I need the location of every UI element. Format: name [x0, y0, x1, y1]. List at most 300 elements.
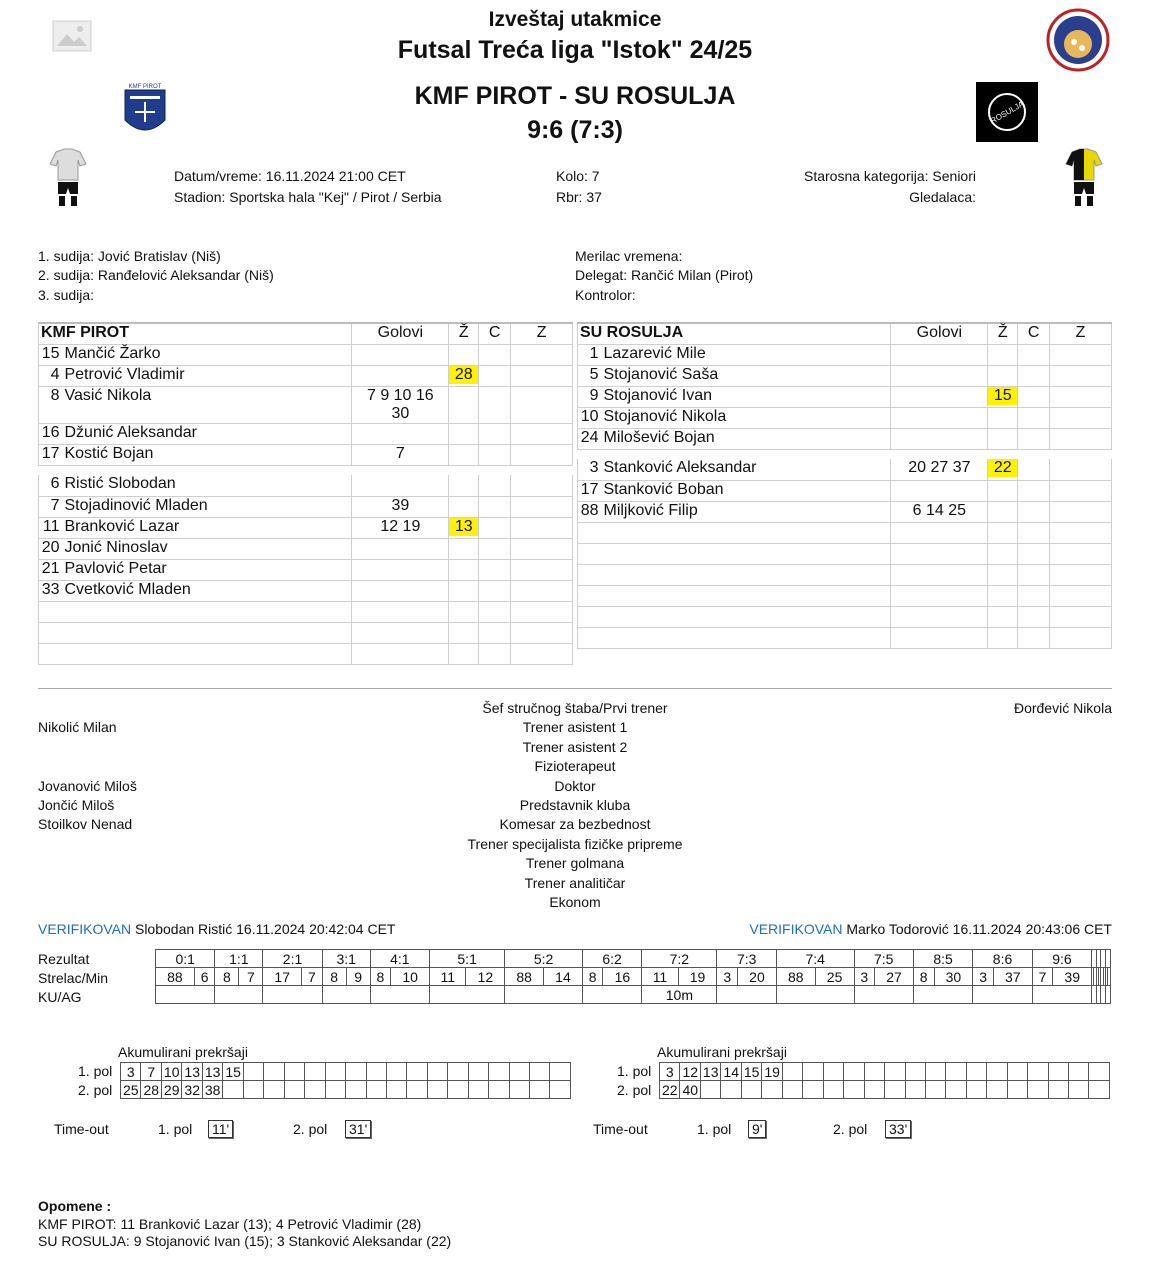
- empty-cell: [479, 622, 511, 643]
- player-z: [511, 423, 573, 444]
- player-z: [511, 475, 573, 496]
- foul-minute: 12: [680, 1063, 700, 1081]
- player-c: [479, 423, 511, 444]
- kuag-cell: [505, 986, 583, 1004]
- away-club-logo: [976, 82, 1038, 142]
- away-verifier: Marko Todorović 16.11.2024 20:43:06 CET: [846, 921, 1112, 937]
- home-verifier: Slobodan Ristić 16.11.2024 20:42:04 CET: [134, 921, 396, 937]
- home-staff-name: Jončić Miloš: [38, 797, 115, 813]
- player-yellow-card: [449, 559, 479, 580]
- player-yellow-card: [449, 423, 479, 444]
- empty-cell: [449, 601, 479, 622]
- empty-cell: [601, 585, 890, 606]
- foul-minute: [448, 1081, 468, 1099]
- home-timeout-h2-value: 31': [345, 1120, 371, 1138]
- player-z: [1050, 386, 1112, 407]
- foul-minute: 13: [700, 1063, 720, 1081]
- player-name: Pavlović Petar: [62, 559, 351, 580]
- empty-cell: [39, 643, 63, 664]
- kuag-cell: [322, 986, 370, 1004]
- foul-minute: [721, 1081, 741, 1099]
- foul-minute: [427, 1081, 447, 1099]
- foul-minute: [1069, 1081, 1089, 1099]
- scorer-minute: 25: [815, 968, 854, 986]
- player-z: [1050, 480, 1112, 501]
- empty-cell: [449, 622, 479, 643]
- col-goals: Golovi: [352, 323, 449, 344]
- score-cell: 7:4: [776, 950, 854, 968]
- score-cell: 8:6: [973, 950, 1032, 968]
- foul-minute: [762, 1081, 782, 1099]
- empty-cell: [988, 585, 1018, 606]
- foul-minute: 28: [141, 1081, 161, 1099]
- spectators: Gledalaca:: [909, 189, 976, 205]
- staff-role: Trener asistent 1: [522, 719, 628, 736]
- report-title: Izveštaj utakmice: [488, 8, 662, 31]
- player-goals: [891, 428, 988, 449]
- foul-minute: [905, 1063, 925, 1081]
- foul-minute: [1048, 1081, 1068, 1099]
- player-c: [1018, 365, 1050, 386]
- empty-cell: [891, 543, 988, 564]
- player-c: [479, 517, 511, 538]
- player-number: 88: [578, 501, 602, 522]
- scorer-number: 88: [776, 968, 815, 986]
- player-row: [39, 580, 573, 601]
- empty-row: [578, 543, 1112, 564]
- away-timeout-h1: [748, 1120, 766, 1138]
- verified-label: VERIFIKOVAN: [749, 921, 843, 937]
- player-c: [479, 580, 511, 601]
- player-goal-minutes: 30: [391, 404, 410, 422]
- player-c: [479, 365, 511, 386]
- player-row: [39, 559, 573, 580]
- empty-cell: [62, 643, 351, 664]
- scorer-minute: 37: [993, 968, 1032, 986]
- empty-cell: [1018, 627, 1050, 648]
- foul-minute: [468, 1081, 488, 1099]
- player-name: Mančić Žarko: [62, 344, 351, 365]
- player-number: 9: [578, 386, 602, 407]
- player-goals: [352, 423, 449, 444]
- empty-cell: [578, 585, 602, 606]
- home-lineup-table: [38, 322, 573, 665]
- player-number: 17: [39, 444, 63, 465]
- foul-minute: [844, 1081, 864, 1099]
- match-datetime: Datum/vreme: 16.11.2024 21:00 CET: [174, 168, 406, 184]
- foul-minute: 3: [121, 1063, 141, 1081]
- empty-cell: [1018, 522, 1050, 543]
- foul-minute: [509, 1063, 529, 1081]
- kuag-cell: [370, 986, 429, 1004]
- col-z: Z: [511, 323, 573, 344]
- player-name: Branković Lazar: [62, 517, 351, 538]
- player-name: Petrović Vladimir: [62, 365, 351, 386]
- empty-cell: [578, 627, 602, 648]
- controller: Kontrolor:: [575, 287, 636, 303]
- match-round: Kolo: 7: [556, 168, 600, 184]
- foul-minute: 38: [202, 1081, 222, 1099]
- foul-minute: [223, 1081, 243, 1099]
- player-name: Miljković Filip: [601, 501, 890, 522]
- player-name: Jonić Ninoslav: [62, 538, 351, 559]
- kuag-cell: [776, 986, 854, 1004]
- player-number: 20: [39, 538, 63, 559]
- player-c: [1018, 344, 1050, 365]
- player-yellow-card: [449, 517, 479, 538]
- player-yellow-card: [449, 496, 479, 517]
- player-number: 3: [578, 459, 602, 480]
- foul-minute: [925, 1081, 945, 1099]
- empty-cell: [601, 543, 890, 564]
- empty-cell: [891, 627, 988, 648]
- foul-minute: [386, 1063, 406, 1081]
- player-number: 10: [578, 407, 602, 428]
- player-row: [39, 365, 573, 386]
- foul-minute: [823, 1063, 843, 1081]
- foul-minute: [346, 1063, 366, 1081]
- empty-cell: [988, 564, 1018, 585]
- empty-cell: [578, 543, 602, 564]
- delegate: Delegat: Rančić Milan (Pirot): [575, 267, 754, 283]
- home-timeout-h1: [208, 1120, 233, 1138]
- away-fouls-title: Akumulirani prekršaji: [657, 1044, 787, 1060]
- image-placeholder-icon: [52, 20, 92, 52]
- foul-minute: [305, 1063, 325, 1081]
- player-name: Stanković Boban: [601, 480, 890, 501]
- empty-row: [39, 643, 573, 664]
- home-fouls-title: Akumulirani prekršaji: [118, 1044, 248, 1060]
- foul-minute: 22: [660, 1081, 680, 1099]
- away-fouls-h2-label: 2. pol: [617, 1082, 652, 1098]
- kuag-cell: [1032, 986, 1091, 1004]
- yellow-card-minute: 15: [988, 387, 1017, 405]
- kuag-cell: [717, 986, 776, 1004]
- home-timeout-label: Time-out: [54, 1121, 109, 1137]
- foul-minute: [243, 1081, 263, 1099]
- score-cell: 1:1: [215, 950, 263, 968]
- foul-minute: [407, 1081, 427, 1099]
- empty-cell: [891, 585, 988, 606]
- foul-minute: 3: [660, 1063, 680, 1081]
- scorer-number: 8: [322, 968, 346, 986]
- empty-cell: [511, 643, 573, 664]
- foul-minute: [741, 1081, 761, 1099]
- away-kit-icon: [1064, 148, 1104, 208]
- player-number: 5: [578, 365, 602, 386]
- player-name: Stojanović Ivan: [601, 386, 890, 407]
- score-cell: 6:2: [582, 950, 641, 968]
- player-row: [578, 480, 1112, 501]
- empty-cell: [511, 622, 573, 643]
- empty-cell: [479, 643, 511, 664]
- player-number: 21: [39, 559, 63, 580]
- foul-minute: [782, 1081, 802, 1099]
- empty-cell: [601, 606, 890, 627]
- kuag-cell: [1106, 986, 1111, 1004]
- foul-minute: [987, 1081, 1007, 1099]
- empty-cell: [352, 643, 449, 664]
- empty-cell: [578, 522, 602, 543]
- empty-cell: [891, 522, 988, 543]
- player-name: Stanković Aleksandar: [601, 459, 890, 480]
- player-goals: [352, 538, 449, 559]
- divider: [38, 688, 1112, 689]
- home-fouls-table: [120, 1062, 571, 1099]
- scorer-number: 88: [505, 968, 544, 986]
- score-cell: 0:1: [156, 950, 215, 968]
- foul-minute: [386, 1081, 406, 1099]
- col-goals: Golovi: [891, 323, 988, 344]
- score-cell: 5:2: [505, 950, 583, 968]
- yellow-card-minute: 22: [988, 459, 1017, 477]
- empty-cell: [601, 627, 890, 648]
- player-z: [511, 517, 573, 538]
- kuag-cell: [582, 986, 641, 1004]
- empty-cell: [479, 601, 511, 622]
- player-row: [39, 538, 573, 559]
- player-goals: [891, 501, 988, 522]
- player-c: [479, 344, 511, 365]
- scorer-number: 8: [913, 968, 934, 986]
- staff-role: Trener analitičar: [524, 874, 626, 891]
- player-row: [578, 365, 1112, 386]
- foul-minute: [509, 1081, 529, 1099]
- foul-minute: [803, 1081, 823, 1099]
- foul-minute: [1048, 1063, 1068, 1081]
- empty-cell: [988, 627, 1018, 648]
- player-goal-minutes: 12 19: [380, 517, 421, 535]
- home-cautions: KMF PIROT: 11 Branković Lazar (13); 4 Petrović Vladimir (28): [38, 1216, 422, 1232]
- label-result: Rezultat: [38, 951, 90, 967]
- player-z: [511, 365, 573, 386]
- player-goals: [891, 459, 988, 480]
- foul-minute: 13: [202, 1063, 222, 1081]
- empty-row: [578, 522, 1112, 543]
- home-timeout-h2: [345, 1120, 371, 1138]
- player-c: [1018, 428, 1050, 449]
- staff-role: Trener golmana: [525, 855, 625, 872]
- foul-minute: [407, 1063, 427, 1081]
- staff-role: Trener asistent 2: [522, 738, 628, 755]
- staff-role: Šef stručnog štaba/Prvi trener: [482, 700, 668, 716]
- foul-minute: [946, 1081, 966, 1099]
- foul-minute: [864, 1063, 884, 1081]
- scorer-minute: [1108, 968, 1111, 986]
- home-timeout-h2-label: 2. pol: [293, 1121, 328, 1137]
- empty-cell: [1018, 606, 1050, 627]
- score-cell: 4:1: [370, 950, 429, 968]
- player-name: Stojadinović Mladen: [62, 496, 351, 517]
- away-logo-text: ROSULJA: [989, 99, 1026, 126]
- away-lineup-table: [577, 322, 1112, 649]
- foul-minute: [448, 1063, 468, 1081]
- player-row: [578, 459, 1112, 480]
- match-number: Rbr: 37: [556, 189, 602, 205]
- foul-minute: [905, 1081, 925, 1099]
- foul-minute: [844, 1063, 864, 1081]
- away-team-name: SU ROSULJA: [578, 323, 891, 344]
- foul-minute: [468, 1063, 488, 1081]
- score-cell: 7:3: [717, 950, 776, 968]
- player-z: [1050, 428, 1112, 449]
- score-cell: [1106, 950, 1111, 968]
- empty-cell: [578, 606, 602, 627]
- scorer-minute: 7: [302, 968, 323, 986]
- empty-cell: [891, 564, 988, 585]
- player-number: 24: [578, 428, 602, 449]
- score-progression-table: [155, 949, 1111, 1004]
- scorer-number: 11: [430, 968, 466, 986]
- player-z: [511, 386, 573, 423]
- scorer-number: 88: [156, 968, 195, 986]
- player-name: Vasić Nikola: [62, 386, 351, 423]
- foul-minute: [489, 1063, 509, 1081]
- home-staff-name: Nikolić Milan: [38, 719, 117, 736]
- player-name: Milošević Bojan: [601, 428, 890, 449]
- home-logo-text: KMF PIROT: [128, 84, 162, 90]
- scorer-number: 3: [854, 968, 875, 986]
- scorer-minute: 7: [239, 968, 263, 986]
- foul-minute: [885, 1081, 905, 1099]
- away-timeout-h1-label: 1. pol: [697, 1121, 732, 1137]
- cautions-title: Opomene :: [38, 1198, 112, 1214]
- player-row: [578, 344, 1112, 365]
- scorer-minute: 39: [1053, 968, 1092, 986]
- player-z: [511, 344, 573, 365]
- kuag-cell: 10m: [642, 986, 717, 1004]
- player-row: [39, 344, 573, 365]
- empty-cell: [62, 601, 351, 622]
- empty-cell: [988, 606, 1018, 627]
- staff-role: Predstavnik kluba: [519, 797, 631, 813]
- player-name: Stojanović Nikola: [601, 407, 890, 428]
- player-yellow-card: [988, 407, 1018, 428]
- foul-minute: [1089, 1081, 1110, 1099]
- player-c: [479, 386, 511, 423]
- player-goals: [352, 444, 449, 465]
- foul-minute: [946, 1063, 966, 1081]
- player-number: 16: [39, 423, 63, 444]
- foul-minute: [864, 1081, 884, 1099]
- scorer-number: 3: [973, 968, 994, 986]
- foul-minute: [803, 1063, 823, 1081]
- player-yellow-card: [449, 344, 479, 365]
- player-row: [39, 496, 573, 517]
- empty-row: [578, 627, 1112, 648]
- col-z: Z: [1050, 323, 1112, 344]
- foul-minute: [925, 1063, 945, 1081]
- kuag-cell: [263, 986, 322, 1004]
- player-number: 1: [578, 344, 602, 365]
- empty-cell: [352, 622, 449, 643]
- empty-row: [578, 585, 1112, 606]
- scorer-minute: 9: [346, 968, 370, 986]
- player-name: Stojanović Saša: [601, 365, 890, 386]
- away-timeout-h2: [885, 1120, 911, 1138]
- player-z: [511, 580, 573, 601]
- scorer-minute: 27: [875, 968, 914, 986]
- player-yellow-card: [988, 386, 1018, 407]
- player-name: Cvetković Mladen: [62, 580, 351, 601]
- foul-minute: [489, 1081, 509, 1099]
- foul-minute: [700, 1081, 720, 1099]
- home-timeout-h1-label: 1. pol: [158, 1121, 193, 1137]
- score-cell: 5:1: [430, 950, 505, 968]
- foul-minute: [823, 1081, 843, 1099]
- player-c: [479, 444, 511, 465]
- empty-cell: [39, 601, 63, 622]
- away-fouls-h1-label: 1. pol: [617, 1063, 652, 1079]
- empty-cell: [1018, 585, 1050, 606]
- player-goals: [352, 344, 449, 365]
- empty-cell: [601, 522, 890, 543]
- home-club-logo: [120, 82, 170, 142]
- yellow-card-minute: 13: [449, 518, 478, 536]
- player-name: Ristić Slobodan: [62, 475, 351, 496]
- player-row: [578, 386, 1112, 407]
- foul-minute: [530, 1063, 550, 1081]
- staff-role: Komesar za bezbednost: [499, 816, 651, 833]
- player-z: [511, 444, 573, 465]
- scorer-minute: 19: [678, 968, 717, 986]
- referee-2: 2. sudija: Ranđelović Aleksandar (Niš): [38, 267, 274, 283]
- away-fouls-table: [659, 1062, 1110, 1099]
- player-c: [479, 559, 511, 580]
- player-goals: [891, 365, 988, 386]
- foul-minute: [366, 1063, 386, 1081]
- player-row: [39, 517, 573, 538]
- empty-cell: [352, 601, 449, 622]
- scorer-minute: 12: [466, 968, 505, 986]
- empty-cell: [449, 643, 479, 664]
- player-goals: [891, 407, 988, 428]
- player-yellow-card: [988, 501, 1018, 522]
- foul-minute: 32: [182, 1081, 202, 1099]
- player-row: [39, 386, 573, 423]
- referee-1: 1. sudija: Jović Bratislav (Niš): [38, 248, 221, 264]
- player-c: [479, 475, 511, 496]
- foul-minute: 29: [161, 1081, 181, 1099]
- foul-minute: [885, 1063, 905, 1081]
- player-yellow-card: [988, 480, 1018, 501]
- label-kuag: KU/AG: [38, 989, 82, 1005]
- away-cautions: SU ROSULJA: 9 Stojanović Ivan (15); 3 Stanković Aleksandar (22): [38, 1233, 452, 1249]
- player-number: 6: [39, 475, 63, 496]
- player-goals: [352, 496, 449, 517]
- away-timeout-h1-value: 9': [748, 1120, 766, 1138]
- player-z: [1050, 407, 1112, 428]
- foul-minute: [1007, 1063, 1027, 1081]
- player-row: [578, 501, 1112, 522]
- player-row: [578, 407, 1112, 428]
- empty-cell: [1050, 627, 1112, 648]
- empty-row: [39, 601, 573, 622]
- player-number: 7: [39, 496, 63, 517]
- player-number: 17: [578, 480, 602, 501]
- league-title: Futsal Treća liga "Istok" 24/25: [397, 36, 753, 64]
- player-c: [479, 538, 511, 559]
- player-yellow-card: [449, 538, 479, 559]
- kuag-cell: [156, 986, 215, 1004]
- foul-minute: [284, 1081, 304, 1099]
- player-goals: [352, 517, 449, 538]
- foul-minute: [1028, 1081, 1048, 1099]
- player-z: [1050, 365, 1112, 386]
- empty-cell: [988, 543, 1018, 564]
- player-row: [39, 423, 573, 444]
- timekeeper: Merilac vremena:: [575, 248, 683, 264]
